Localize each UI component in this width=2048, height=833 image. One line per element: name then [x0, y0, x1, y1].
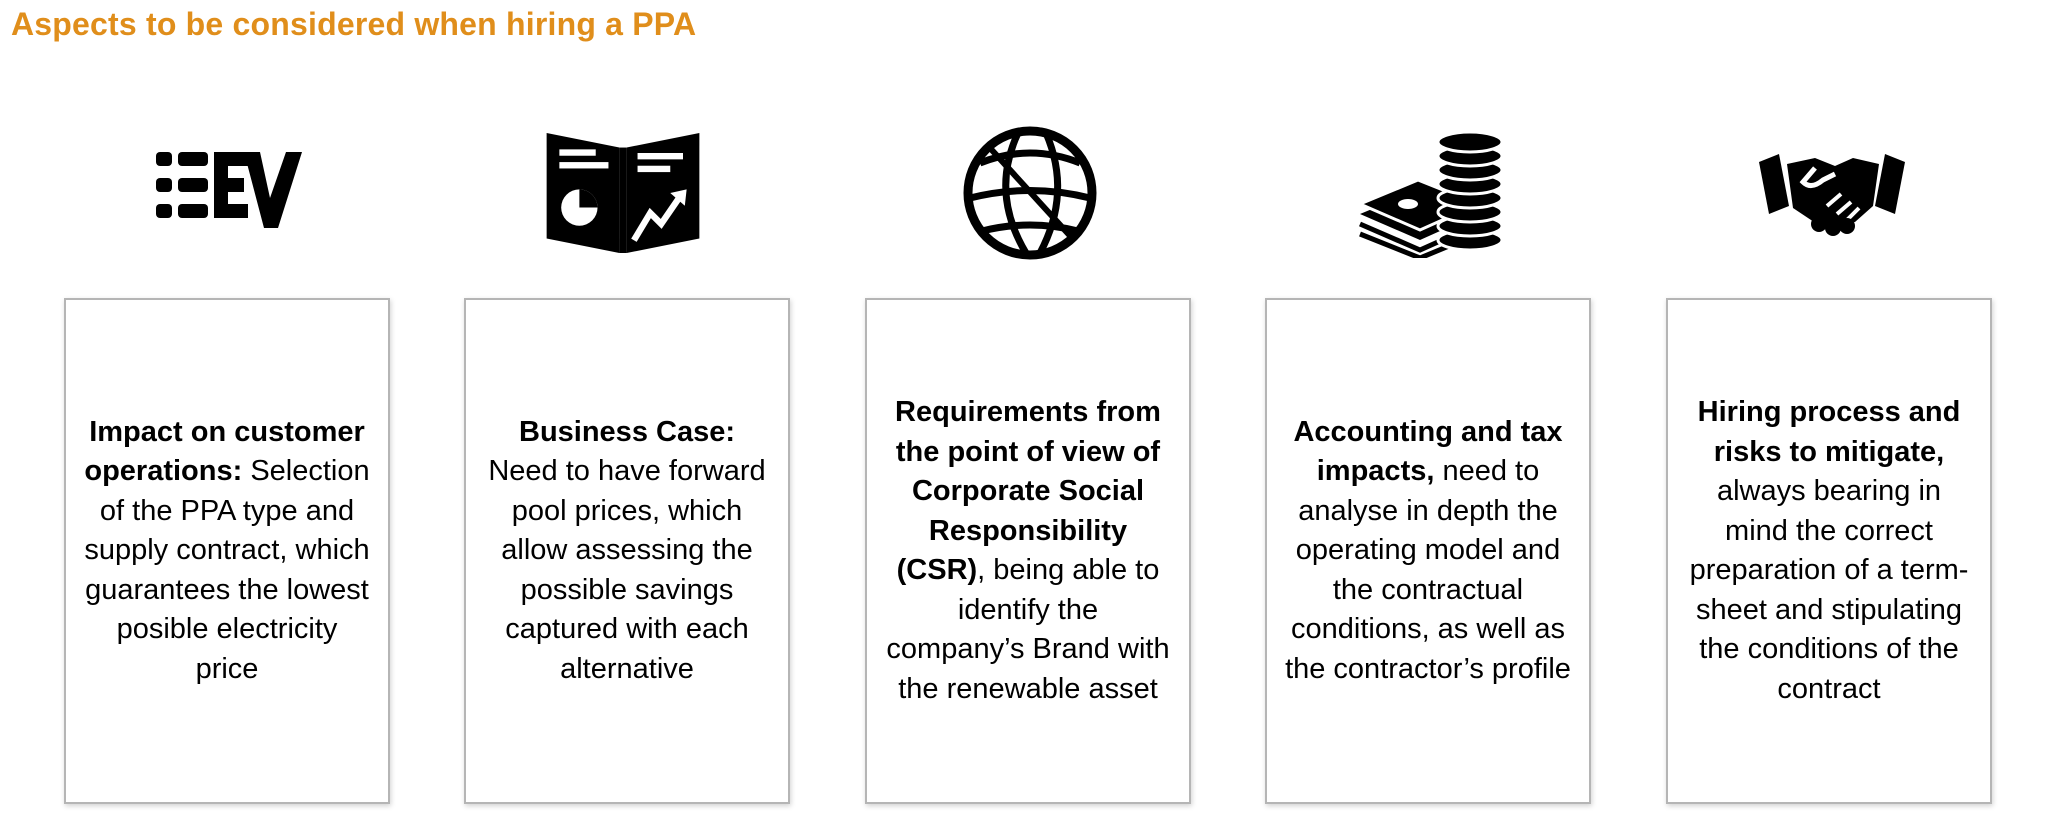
handshake-icon — [1752, 118, 1912, 268]
card-csr-requirements — [865, 298, 1191, 804]
card-heading: Impact on customer operations: — [84, 415, 365, 488]
card-body: need to analyse in depth the operating model and the contractual conditions, as well as the contractor’s profile — [1285, 455, 1571, 685]
card-customer-operations — [64, 298, 390, 804]
card-text — [1686, 393, 1972, 709]
card-heading: Accounting and tax impacts, — [1293, 415, 1563, 488]
list-ev-icon — [148, 118, 308, 268]
card-text — [1285, 413, 1571, 690]
card-body: always bearing in mind the correct preparation of a term-sheet and stipulating the conditions of the contract — [1689, 475, 1969, 705]
card-business-case — [464, 298, 790, 804]
card-body: , being able to identify the company’s Brand with the renewable asset — [886, 554, 1170, 705]
card-body: Selection of the PPA type and supply contract, which guarantees the lowest posible electricity price — [84, 455, 370, 685]
card-text — [885, 393, 1171, 709]
globe-icon — [950, 118, 1110, 268]
page-title: Aspects to be considered when hiring a PPA — [11, 6, 697, 42]
card-hiring-process — [1666, 298, 1992, 804]
card-body: Need to have forward pool prices, which allow assessing the possible savings captured with each alternative — [488, 455, 766, 685]
card-heading: Requirements from the point of view of Corporate Social Responsibility (CSR) — [895, 396, 1161, 586]
card-accounting-tax — [1265, 298, 1591, 804]
card-heading: Business Case: — [519, 415, 735, 448]
card-text — [84, 413, 370, 690]
report-chart-icon — [543, 118, 703, 268]
card-text — [484, 413, 770, 690]
money-coins-icon — [1352, 118, 1512, 268]
card-heading: Hiring process and risks to mitigate, — [1697, 396, 1961, 468]
